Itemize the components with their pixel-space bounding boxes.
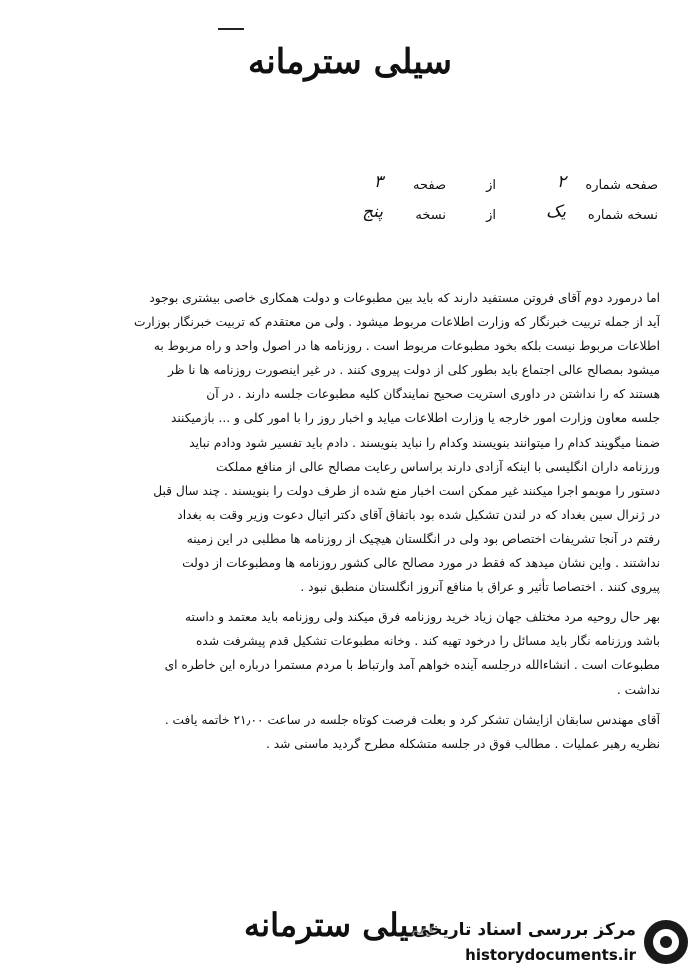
text-line: نداشت .: [616, 682, 660, 697]
pen-mark: [218, 28, 244, 30]
text-line: دستور را موبمو اجرا میکنند غیر ممکن است اخبار منع شده از طرف دولت را بنویسند . چند سال قبل: [153, 483, 660, 498]
text-line: جلسه معاون وزارت امور خارجه یا وزارت اطلاعات میاید و اخبار روز را با امور کلی و ... بازمیکنند: [170, 411, 660, 426]
archive-name: مرکز بررسی اسناد تاریخی: [413, 920, 636, 940]
page-total-label: صفحه: [413, 178, 446, 193]
text-line: بهر حال روحیه مرد مختلف جهان زیاد خرید روزنامه فرق میکند ولی روزنامه باید معتمد و داسته: [185, 610, 660, 625]
archive-watermark: [312, 918, 692, 970]
text-line: آید از جمله تربیت خبرنگار که وزارت اطلاعات مربوط میشود . ولی من معتقدم که تربیت خبرنگار بوزارت: [133, 315, 660, 330]
paragraph: [34, 708, 660, 756]
text-line: ورزنامه داران انگلیسی با اینکه آزادی دارند براساس رعایت مصالح عالی از منافع مملکت: [215, 459, 660, 474]
classification-stamp-bottom: سیلی سترمانه: [244, 906, 436, 944]
paragraph: [34, 605, 660, 701]
page-total-value: ۳: [373, 172, 383, 192]
text-line: مطبوعات است . انشاءالله درجلسه آینده خواهم آمد وارتباط با مردم مستمرا درباره این خاطره ای: [164, 658, 660, 673]
page-number-label: صفحه شماره: [585, 178, 658, 193]
text-line: آقای مهندس سابقان ازایشان تشکر کرد و بعلت فرصت کوتاه جلسه در ساعت ۲۱٫۰۰ خاتمه یافت .: [164, 712, 660, 727]
text-line: پیروی کنند . اختصاصا تأثیر و عراق با منافع آنروز انگلستان منطبق نبود .: [300, 580, 660, 595]
text-line: در ژنرال سین بغداد که در لندن تشکیل شده بود باتفاق آقای دکتر اتیال دعوت وزیر وقت به بغداد: [177, 507, 660, 522]
copy-number-label: نسخه شماره: [587, 208, 658, 223]
copy-number-row: [318, 202, 658, 238]
text-line: اما درمورد دوم آقای فروتن مستفید دارند که باید بین مطبوعات و دولت همکاری خاصی بیشتری بوجود: [149, 291, 660, 305]
copy-total-label: نسخه: [415, 208, 446, 223]
text-line: رفتم در آنجا تشریفات اختصاص بود ولی در انگلستان هیچیک از روزنامه ها مطلبی در این زمینه: [186, 531, 660, 546]
document-body: [34, 286, 660, 756]
text-line: نظریه رهبر عملیات . مطالب فوق در جلسه متشکله مطرح گردید ماسنی شد .: [265, 736, 660, 751]
archive-logo-icon: [644, 920, 688, 964]
text-line: باشد ورزنامه نگار باید مسائل را درخود تهیه کند . وخانه مطبوعات تشکیل قدم پیشرفت شده: [196, 634, 660, 649]
text-line: ضمنا میگویند کدام را میتوانند بنویسند وکدام را نباید بنویسند . دادم باید تفسیر شود ودادم نباید: [189, 435, 660, 450]
text-line: میشود بمصالح عالی اجتماع باید بطور کلی از دولت پیروی کنند . در غیر اینصورت روزنامه ها نا ظر: [168, 363, 660, 378]
copy-total-value: پنج: [362, 202, 383, 222]
copy-number-value: یک: [546, 202, 566, 222]
text-line: نداشتند . واین نشان میدهد که فقط در مورد مصالح عالی کشور روزنامه ها ومطبوعات از دولت: [182, 556, 660, 571]
page-of-label: از: [486, 178, 496, 193]
page-number-value: ۲: [556, 172, 566, 192]
text-line: اطلاعات مربوط نیست بلکه بخود مطبوعات مربوط است . روزنامه ها در اصول واحد و راه مربوط به: [153, 339, 660, 354]
page-metadata: [318, 172, 658, 238]
text-line: هستند که را نداشتن در داوری استریت صحیح نمایندگان کلیه مطبوعات جلسه دارند . در آن: [206, 387, 660, 402]
copy-of-label: از: [486, 208, 496, 223]
archive-url: historydocuments.ir: [465, 946, 636, 964]
paragraph: [34, 286, 660, 599]
classification-stamp-top: سیلی سترمانه: [248, 42, 452, 82]
